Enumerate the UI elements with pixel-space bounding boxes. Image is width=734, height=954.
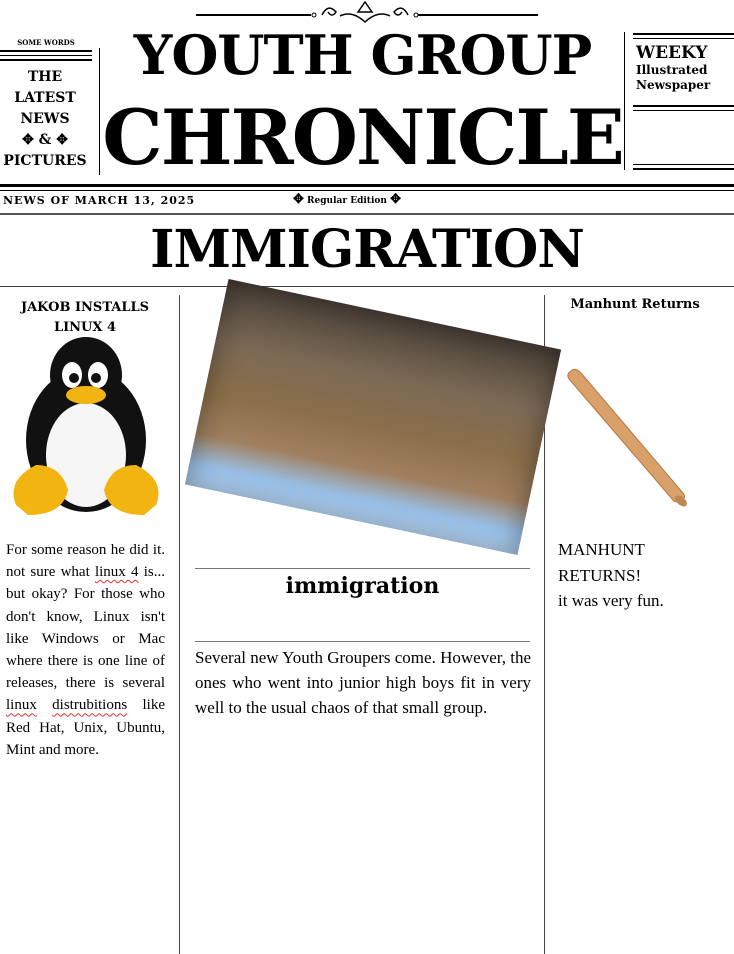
masthead-kicker: SOME WORDS [17, 38, 75, 47]
weekly-label: WEEKY [636, 43, 708, 63]
newspaper-label: Newspaper [636, 78, 711, 92]
body-text [37, 697, 52, 713]
subhead-rule-top [195, 568, 530, 569]
left-article-title [0, 298, 170, 338]
rule [0, 59, 92, 61]
body-text: linux 4 [94, 564, 139, 581]
tux-penguin-image [8, 335, 164, 525]
masthead-title-line2: CHRONICLE [102, 93, 623, 182]
dateline-rule [0, 213, 734, 215]
illustrated-label: Illustrated [636, 63, 708, 77]
tagline-line: PICTURES [3, 153, 87, 169]
fleuron-icon: ✥ [56, 132, 68, 148]
fleuron-icon: ✥ [293, 192, 304, 207]
masthead-right-box [636, 44, 710, 93]
masthead-bottom-rule [0, 184, 734, 187]
center-article-body: Several new Youth Groupers come. However, the ones who went into junior high boys fit in very well to the usual chaos of that small group. [195, 648, 531, 717]
subhead-rule-bottom [195, 641, 530, 642]
dateline-date: NEWS OF MARCH 13, 2025 [3, 194, 196, 207]
ornament-rule-left [196, 14, 311, 16]
rule [0, 55, 92, 56]
rule [0, 50, 92, 52]
rule [633, 110, 734, 111]
tagline-amp: & [38, 132, 52, 148]
right-article-body [558, 537, 664, 614]
left-article-body [6, 539, 165, 761]
left-title-line1: JAKOB INSTALLS [20, 300, 150, 315]
headline-rule [0, 286, 734, 287]
center-subhead: immigration [285, 573, 440, 599]
masthead-bottom-rule-thin [0, 190, 734, 191]
rule [633, 168, 734, 170]
left-title-line2: LINUX 4 [53, 320, 117, 335]
masthead-divider-right [624, 32, 625, 170]
body-text: is... but okay? For those who don't know, Linux isn't like Windows or Mac where there is one line of releases, there is several [6, 564, 165, 692]
body-line: RETURNS! [558, 565, 642, 585]
tagline-line: THE [27, 69, 63, 85]
main-headline: IMMIGRATION [150, 219, 584, 280]
baseball-bat-image [565, 365, 705, 510]
fleuron-icon: ✥ [390, 192, 401, 207]
tagline-line: LATEST [14, 90, 76, 106]
fleuron-icon: ✥ [22, 132, 34, 148]
body-text: like Red Hat, Unix, Ubuntu, Mint and more. [6, 697, 166, 758]
masthead-tagline [0, 67, 90, 172]
collapsed-building-photo [185, 279, 561, 555]
masthead-title-line1: YOUTH GROUP [133, 23, 592, 87]
body-text: distrubitions [52, 697, 128, 714]
right-article-title: Manhunt Returns [570, 297, 700, 312]
body-line: MANHUNT [558, 540, 645, 559]
rule [633, 105, 734, 107]
rule [633, 33, 734, 35]
body-text: linux [6, 697, 37, 714]
body-text: For some reason he did it. not sure what [6, 542, 165, 581]
tagline-line: NEWS [20, 111, 70, 127]
column-divider [179, 295, 180, 954]
rule [633, 38, 734, 39]
dateline-edition-wrap [293, 192, 401, 207]
rule [633, 164, 734, 165]
dateline-edition: Regular Edition [307, 196, 387, 206]
ornament-rule-right [418, 14, 538, 16]
body-line: it was very fun. [558, 591, 664, 610]
